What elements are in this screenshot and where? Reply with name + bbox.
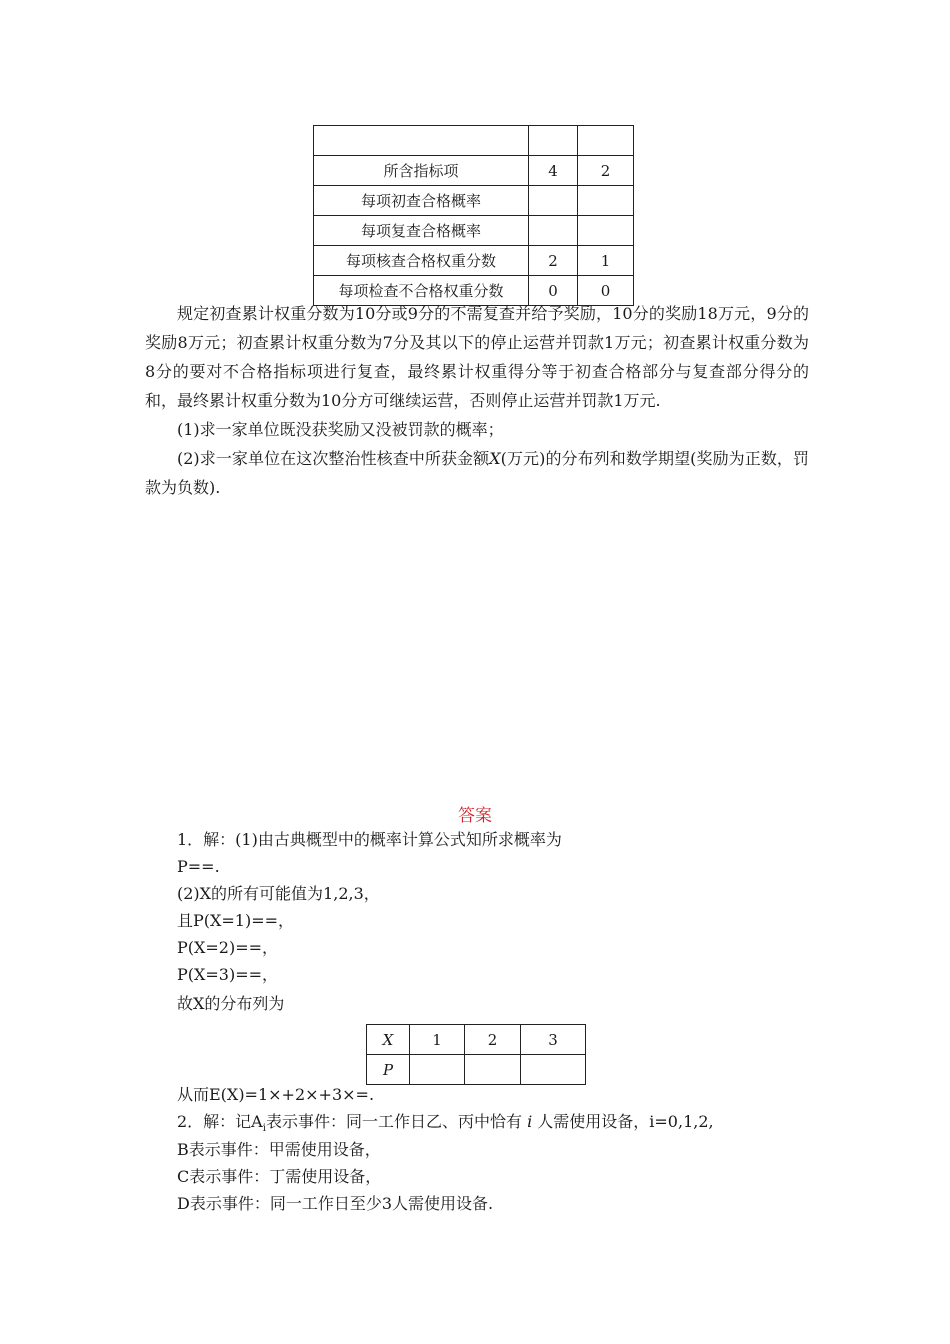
- solution1-line: P(X=3)==，: [177, 965, 279, 984]
- solution2-line: D表示事件：同一工作日至少3人需使用设备.: [177, 1194, 494, 1213]
- solution1-line: P==.: [177, 857, 220, 876]
- table-cell: 1: [578, 246, 634, 276]
- table-row: [314, 246, 634, 276]
- table-cell: [410, 1055, 465, 1085]
- table-cell: X: [367, 1025, 410, 1055]
- table-row: [314, 126, 634, 156]
- solution2-line: 2．解：记$A_i$表示事件：同一工作日乙、丙中恰有 i 人需使用设备，i=0,1,2,: [177, 1112, 714, 1135]
- solution1-line: P(X=2)==，: [177, 938, 279, 957]
- table-cell: [578, 126, 634, 156]
- question-1: (1)求一家单位既没获奖励又没被罚款的概率；: [177, 420, 504, 439]
- table-row: [367, 1055, 586, 1085]
- table-row: [314, 156, 634, 186]
- solution1-line: 从而E(X)=1×+2×+3×=.: [177, 1085, 375, 1104]
- table-cell: 1: [410, 1025, 465, 1055]
- question-2: (2)求一家单位在这次整治性核查中所获金额X(万元)的分布列和数学期望(奖励为正数，罚款为负数).: [145, 449, 809, 497]
- table-cell: 4: [529, 156, 578, 186]
- table-cell: [578, 216, 634, 246]
- table-row: [314, 186, 634, 216]
- problem-rule: 规定初查累计权重分数为10分或9分的不需复查并给予奖励，10分的奖励18万元，9分的奖励8万元；初查累计权重分数为7分及其以下的停止运营并罚款1万元；初查累计权重分数为8分的要对不合格指标项进行复查，最终累计权重得分等于初查合格部分与复查部分得分的和，最终累计权重分数为10分方可继续运营，否则停止运营并罚款1万元.: [145, 304, 809, 410]
- solution1-line: 且P(X=1)==，: [177, 911, 295, 930]
- table-cell: [314, 126, 529, 156]
- table-cell: 每项检查不合格权重分数: [314, 276, 529, 306]
- table-cell: 2: [465, 1025, 521, 1055]
- solution1-line: 故X的分布列为: [177, 994, 285, 1013]
- table-cell: [529, 126, 578, 156]
- table-cell: 0: [529, 276, 578, 306]
- table-row: [314, 216, 634, 246]
- table-cell: [529, 186, 578, 216]
- table-row: [367, 1025, 586, 1055]
- table-cell: 0: [578, 276, 634, 306]
- distribution-table: [366, 1024, 586, 1085]
- solution2-line: C表示事件：丁需使用设备，: [177, 1167, 382, 1186]
- table-cell: 3: [521, 1025, 586, 1055]
- table-cell: 所含指标项: [314, 156, 529, 186]
- indicator-table: [313, 125, 634, 306]
- table-cell: [529, 216, 578, 246]
- table-cell: P: [367, 1055, 410, 1085]
- answer-title: 答案: [458, 806, 492, 826]
- solution1-line: 1．解：(1)由古典概型中的概率计算公式知所求概率为: [177, 830, 562, 849]
- table-cell: [521, 1055, 586, 1085]
- table-cell: [578, 186, 634, 216]
- table-cell: 每项初查合格概率: [314, 186, 529, 216]
- solution1-line: (2)X的所有可能值为1,2,3，: [177, 884, 380, 903]
- table-cell: 每项复查合格概率: [314, 216, 529, 246]
- table-cell: 2: [578, 156, 634, 186]
- table-cell: [465, 1055, 521, 1085]
- solution2-line: B表示事件：甲需使用设备，: [177, 1140, 381, 1159]
- table-cell: 每项核查合格权重分数: [314, 246, 529, 276]
- table-cell: 2: [529, 246, 578, 276]
